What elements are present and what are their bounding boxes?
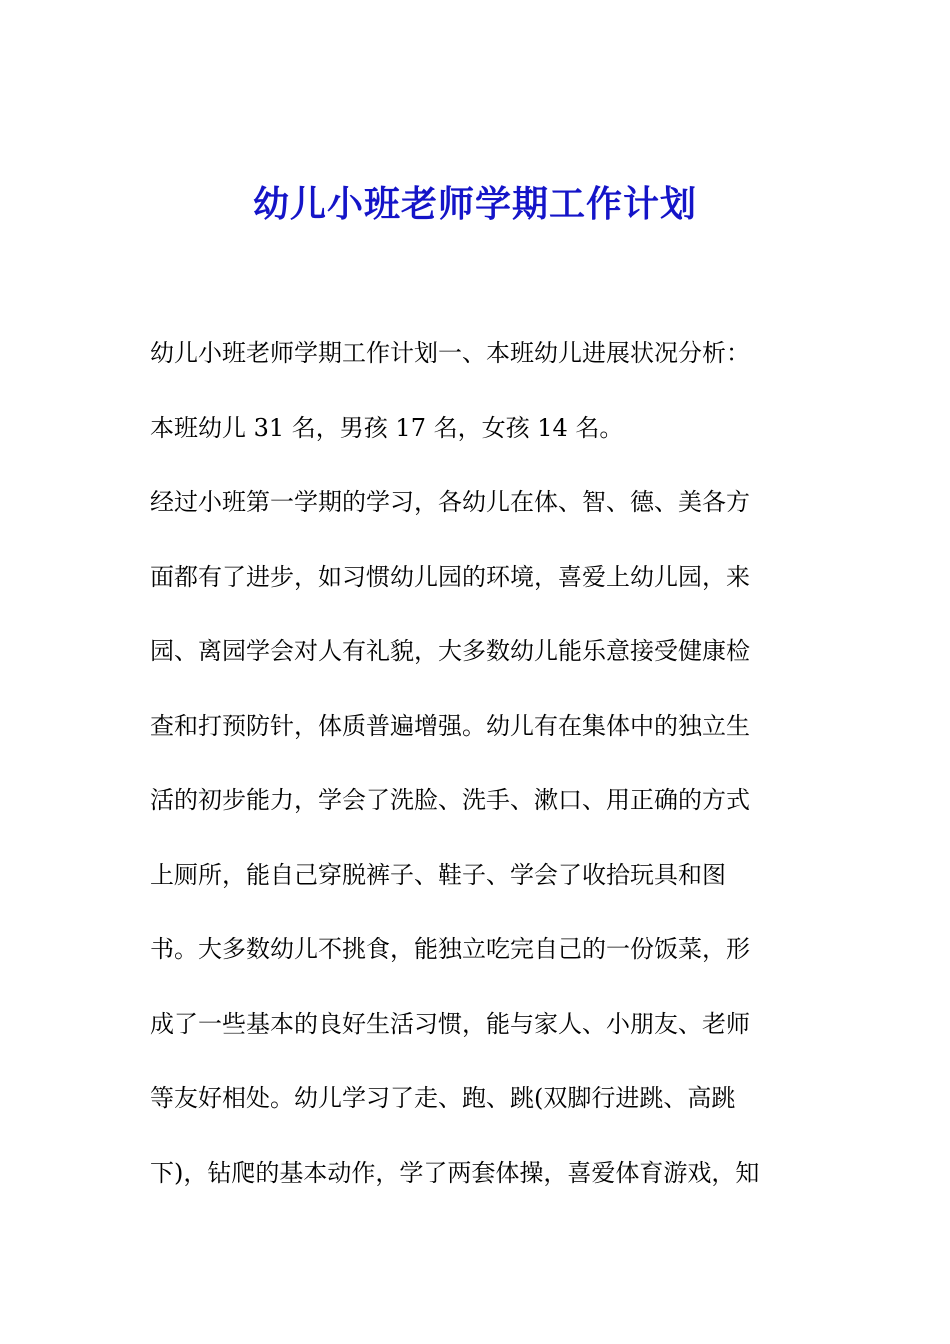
body-line: 本班幼儿 31 名，男孩 17 名，女孩 14 名。: [150, 413, 624, 442]
body-line: 面都有了进步，如习惯幼儿园的环境，喜爱上幼儿园，来: [150, 562, 750, 591]
body-line: 经过小班第一学期的学习，各幼儿在体、智、德、美各方: [150, 488, 750, 516]
body-line: 等友好相处。幼儿学习了走、跑、跳(双脚行进跳、高跳: [150, 1084, 736, 1112]
body-line: 查和打预防针，体质普遍增强。幼儿有在集体中的独立生: [150, 711, 750, 740]
document-title: 幼儿小班老师学期工作计划: [252, 183, 697, 225]
body-line: 活的初步能力，学会了洗脸、洗手、漱口、用正确的方式: [150, 786, 750, 814]
body-line: 成了一些基本的良好生活习惯，能与家人、小朋友、老师: [150, 1009, 750, 1038]
body-line: 书。大多数幼儿不挑食，能独立吃完自己的一份饭菜，形: [150, 935, 750, 963]
body-line: 上厕所，能自己穿脱裤子、鞋子、学会了收拾玩具和图: [150, 860, 726, 889]
body-line: 幼儿小班老师学期工作计划一、本班幼儿进展状况分析：: [150, 339, 750, 367]
document-body: [150, 328, 810, 1222]
body-line: 园、离园学会对人有礼貌，大多数幼儿能乐意接受健康检: [150, 637, 750, 665]
body-line: 下)，钻爬的基本动作，学了两套体操，喜爱体育游戏，知: [150, 1158, 760, 1187]
